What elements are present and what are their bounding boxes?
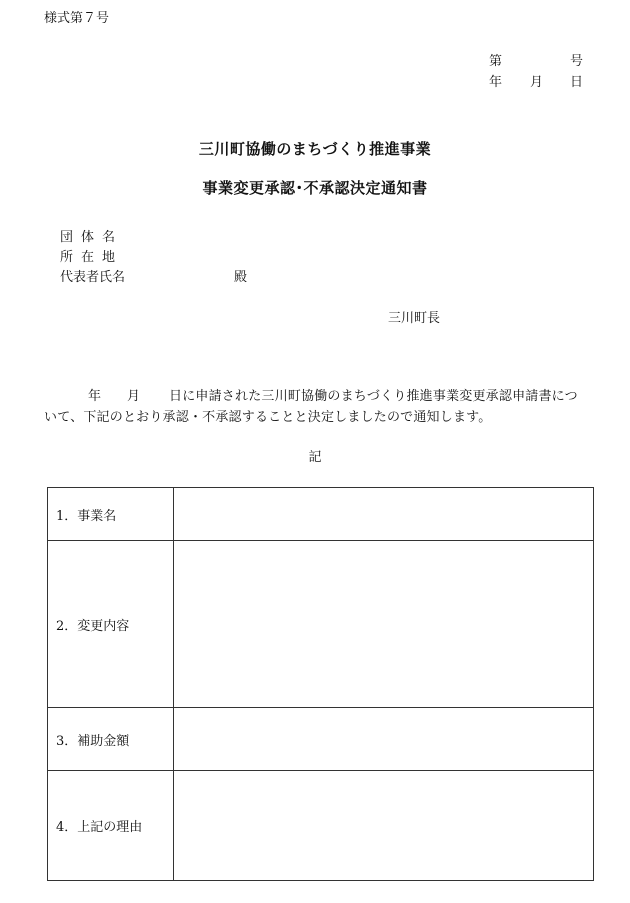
- table-row: [48, 708, 594, 771]
- representative-name-label: 代表者氏名: [60, 270, 126, 285]
- org-name-label: 団体名: [60, 230, 124, 245]
- document-number-suffix: 号: [570, 54, 584, 69]
- body-text-1: 日に申請された三川町協働のまちづくり推進事業変更承認申請書につ: [169, 389, 578, 404]
- detail-table: [47, 487, 594, 881]
- subsidy-amount-value[interactable]: [174, 708, 594, 771]
- document-number-prefix: 第: [489, 54, 503, 69]
- body-year: 年: [88, 389, 102, 404]
- body-paragraph-line-2: いて、下記のとおり承認・不承認することと決定しましたので通知します。: [44, 410, 492, 425]
- honorific: 殿: [234, 270, 248, 285]
- project-name-value[interactable]: [174, 488, 594, 541]
- page-subtitle: 事業変更承認･不承認決定通知書: [202, 179, 428, 197]
- date-year: 年: [489, 75, 503, 90]
- table-row: [48, 541, 594, 708]
- date-month: 月: [530, 75, 544, 90]
- page-title: 三川町協働のまちづくり推進事業: [198, 140, 432, 158]
- ki-heading: 記: [308, 450, 322, 465]
- reason-value[interactable]: [174, 771, 594, 881]
- subsidy-amount-label: 3．補助金額: [48, 708, 174, 771]
- change-content-value[interactable]: [174, 541, 594, 708]
- address-label: 所在地: [60, 250, 124, 265]
- table-row: [48, 771, 594, 881]
- form-number: 様式第７号: [44, 11, 110, 26]
- body-month: 月: [127, 389, 141, 404]
- reason-label: 4．上記の理由: [48, 771, 174, 881]
- date-day: 日: [570, 75, 584, 90]
- project-name-label: 1．事業名: [48, 488, 174, 541]
- change-content-label: 2．変更内容: [48, 541, 174, 708]
- table-row: [48, 488, 594, 541]
- issuer-name: 三川町長: [388, 311, 441, 326]
